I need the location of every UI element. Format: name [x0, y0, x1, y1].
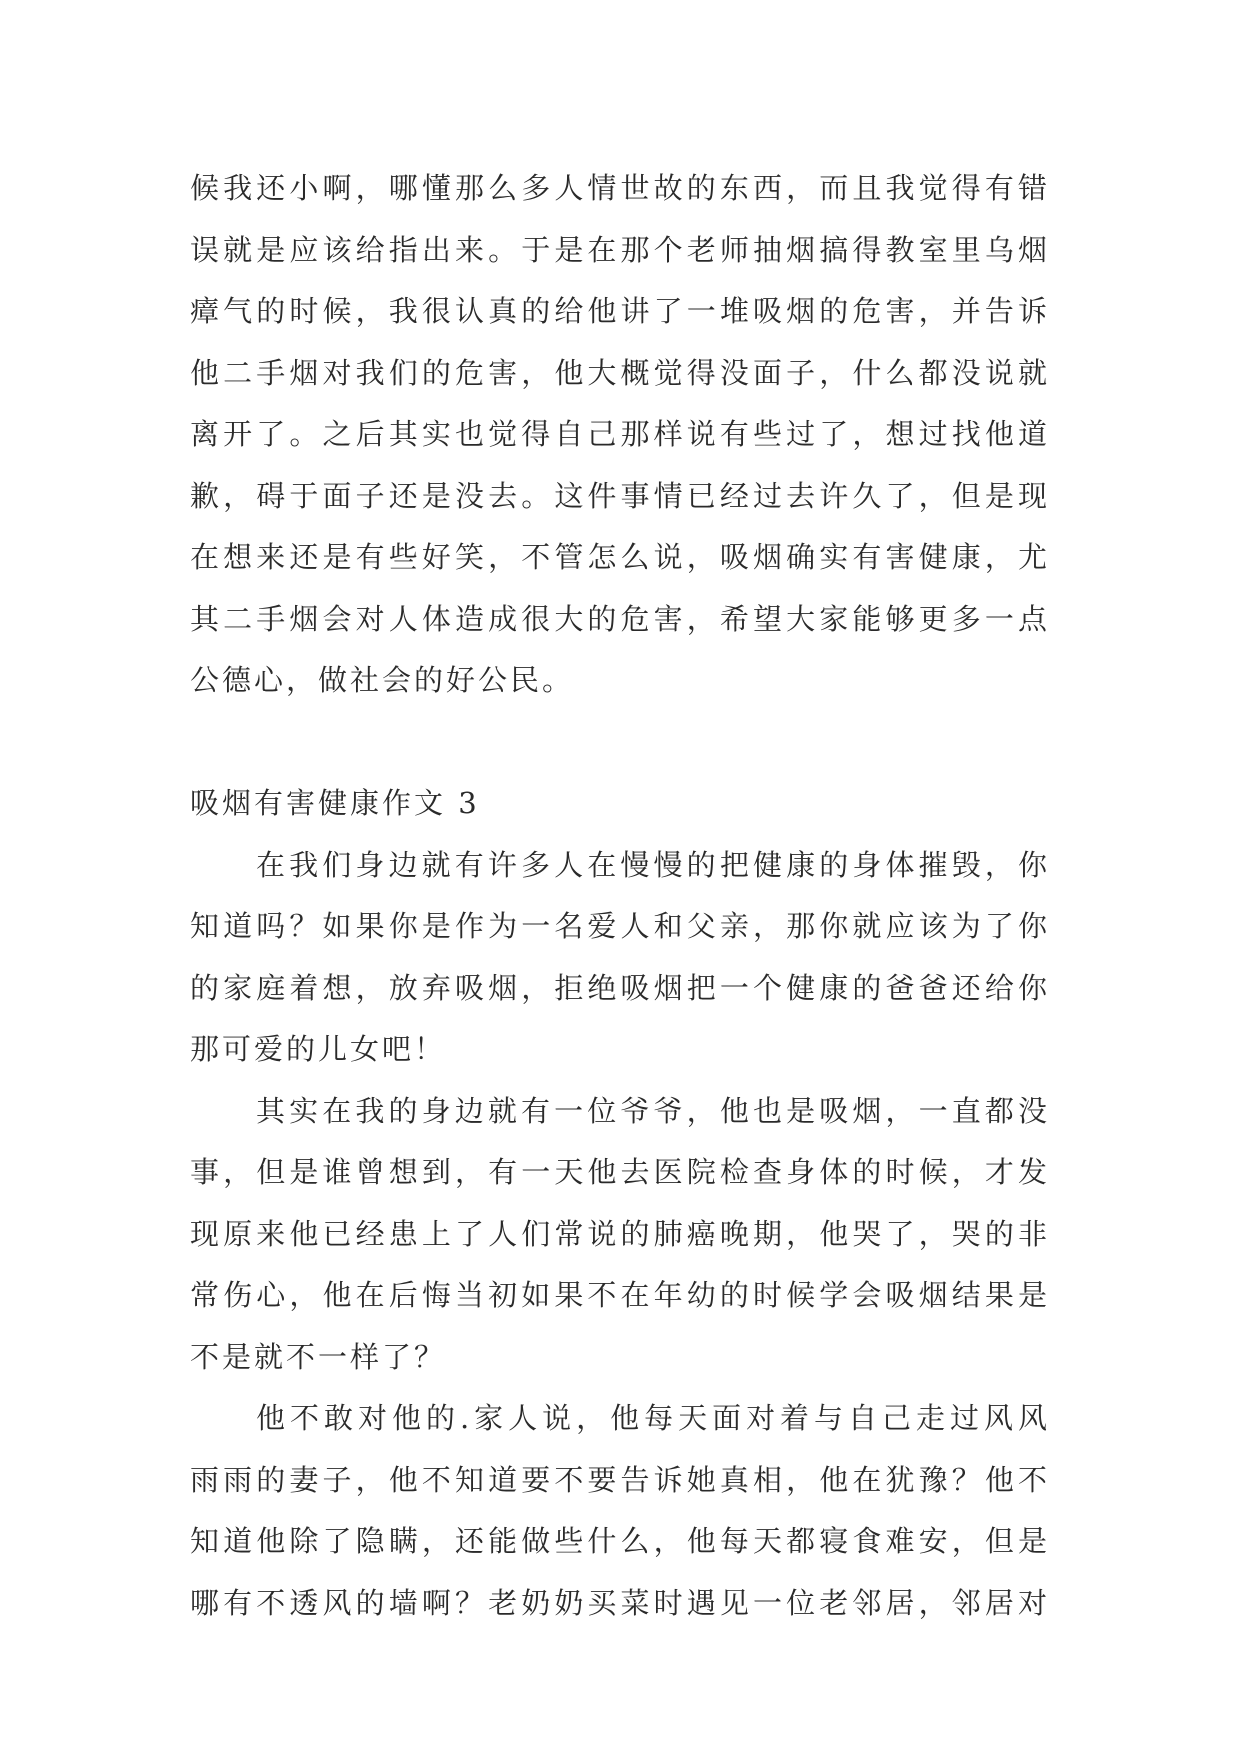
- paragraph-1: [190, 158, 1050, 712]
- paragraph-gap: [190, 712, 1050, 774]
- text-line: 公德心，做社会的好公民。: [190, 663, 575, 697]
- text-line: 其实在我的身边就有一位爷爷，他也是吸烟，一直都没: [256, 1093, 1050, 1128]
- paragraph-3: [190, 1081, 1050, 1389]
- text-line: 知道吗？如果你是作为一名爱人和父亲，那你就应该为了你: [190, 909, 1050, 943]
- paragraph-2: [190, 835, 1050, 1081]
- section-heading: 吸烟有害健康作文 3: [190, 786, 480, 820]
- text-line: 那可爱的儿女吧！: [190, 1032, 447, 1066]
- text-line: 误就是应该给指出来。于是在那个老师抽烟搞得教室里乌烟: [190, 232, 1050, 267]
- text-line: 现原来他已经患上了人们常说的肺癌晚期，他哭了，哭的非: [190, 1216, 1050, 1251]
- text-line: 哪有不透风的墙啊？老奶奶买菜时遇见一位老邻居，邻居对: [190, 1585, 1050, 1620]
- text-line: 的家庭着想，放弃吸烟，拒绝吸烟把一个健康的爸爸还给你: [190, 970, 1050, 1005]
- text-line: 知道他除了隐瞒，还能做些什么，他每天都寝食难安，但是: [190, 1524, 1050, 1558]
- text-line: 候我还小啊，哪懂那么多人情世故的东西，而且我觉得有错: [190, 171, 1050, 205]
- paragraph-4: [190, 1388, 1050, 1634]
- text-line: 瘴气的时候，我很认真的给他讲了一堆吸烟的危害，并告诉: [190, 294, 1050, 328]
- text-line: 在想来还是有些好笑，不管怎么说，吸烟确实有害健康，尤: [190, 540, 1050, 574]
- text-line: 离开了。之后其实也觉得自己那样说有些过了，想过找他道: [190, 417, 1050, 451]
- document-body: [190, 158, 1050, 1634]
- text-line: 不是就不一样了？: [190, 1339, 447, 1374]
- text-line: 歉，碍于面子还是没去。这件事情已经过去许久了，但是现: [190, 478, 1050, 513]
- text-line: 他不敢对他的.家人说，他每天面对着与自己走过风风: [256, 1401, 1050, 1435]
- text-line: 他二手烟对我们的危害，他大概觉得没面子，什么都没说就: [190, 355, 1050, 390]
- text-line: 在我们身边就有许多人在慢慢的把健康的身体摧毁，你: [256, 847, 1050, 882]
- text-line: 其二手烟会对人体造成很大的危害，希望大家能够更多一点: [190, 601, 1050, 636]
- text-line: 事，但是谁曾想到，有一天他去医院检查身体的时候，才发: [190, 1155, 1050, 1189]
- text-line: 常伤心，他在后悔当初如果不在年幼的时候学会吸烟结果是: [190, 1278, 1050, 1312]
- text-line: 雨雨的妻子，他不知道要不要告诉她真相，他在犹豫？他不: [190, 1462, 1050, 1497]
